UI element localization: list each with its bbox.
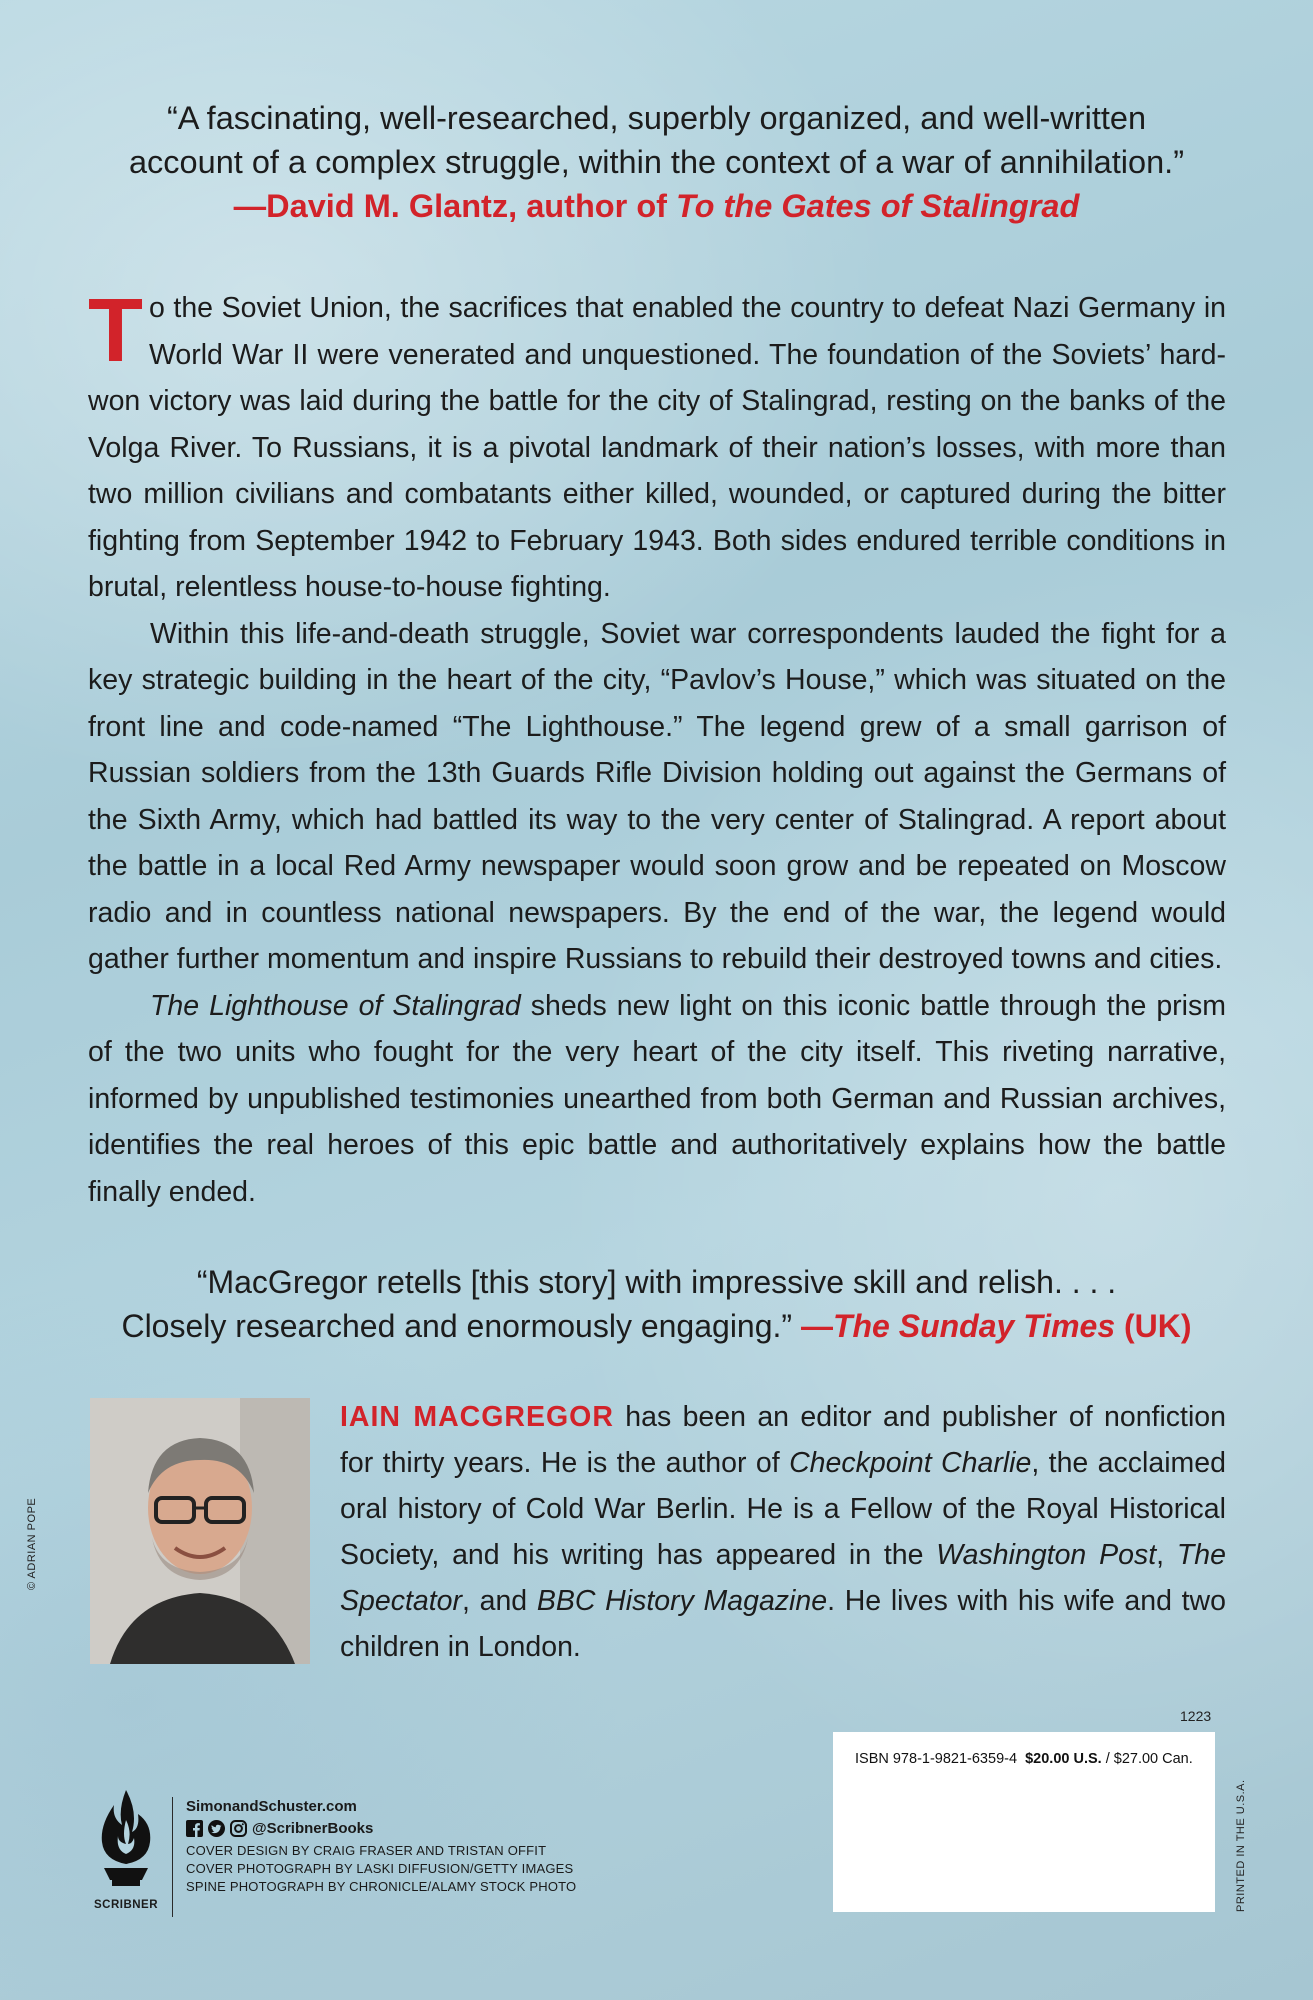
author-name: IAIN MACGREGOR xyxy=(340,1401,614,1433)
price-code: 1223 xyxy=(1180,1708,1212,1724)
mid-quote-source-suffix: (UK) xyxy=(1115,1308,1192,1344)
book-title-inline: The Lighthouse of Stalingrad xyxy=(150,989,521,1022)
bio-publication-2: The Spectator xyxy=(340,1539,1226,1617)
imprint-info xyxy=(186,1797,576,1896)
attribution-book-title: To the Gates of Stalingrad xyxy=(676,188,1080,224)
price-can: / $27.00 Can. xyxy=(1101,1751,1193,1767)
drop-cap: T xyxy=(88,281,143,381)
scribner-logo xyxy=(88,1780,164,1900)
top-quote-line-2: account of a complex struggle, within the context of a war of annihilation.” xyxy=(128,144,1185,180)
bio-part-b: , the acclaimed oral history of Cold War Berlin. He is a Fellow of the Royal Historical Society, and his writing has appeared in the xyxy=(340,1447,1226,1571)
credit-cover-photo: COVER PHOTOGRAPH BY LASKI DIFFUSION/GETTY IMAGES xyxy=(186,1861,574,1876)
scribner-flame-logo-icon xyxy=(88,1780,164,1900)
imprint-divider xyxy=(172,1797,173,1917)
mid-quote-line-1: “MacGregor retells [this story] with impressive skill and relish. . . . xyxy=(196,1264,1117,1300)
description-paragraph-2: Within this life-and-death struggle, Soviet war correspondents lauded the fight for a key strategic building in the heart of the city, “Pavlov’s House,” which was situated on the front line and code-named “The Lighthouse.” The legend grew of a small garrison of Russian soldiers from the 13th Guards Rifle Division holding out against the Germans of the Sixth Army, which had battled its way to the very center of Stalingrad. A report about the battle in a local Red Army newspaper would soon grow and be repeated on Moscow radio and in countless national newspapers. By the end of the war, the legend would gather further momentum and inspire Russians to rebuild their destroyed towns and cities. xyxy=(88,617,1226,975)
bio-sep-2: , and xyxy=(462,1585,537,1617)
facebook-icon[interactable] xyxy=(186,1820,203,1837)
printed-in-usa: PRINTED IN THE U.S.A. xyxy=(1235,1779,1247,1912)
bio-publication-3: BBC History Magazine xyxy=(536,1585,828,1617)
mid-quote-line-2 xyxy=(0,1304,1313,1348)
mid-quote-source-title: The Sunday Times xyxy=(832,1308,1116,1344)
top-quote-attribution xyxy=(0,184,1313,228)
mid-quote-dash: — xyxy=(800,1308,833,1344)
twitter-icon[interactable] xyxy=(208,1820,225,1837)
author-portrait-icon xyxy=(90,1398,310,1664)
bio-sep-1: , xyxy=(1156,1539,1177,1571)
attribution-prefix: —David M. Glantz, author of xyxy=(233,188,677,224)
credit-cover-design: COVER DESIGN BY CRAIG FRASER AND TRISTAN OFFIT xyxy=(186,1843,547,1858)
bio-publication-1: Washington Post xyxy=(936,1539,1157,1571)
social-handle[interactable]: @ScribnerBooks xyxy=(252,1820,374,1837)
mid-quote-text: Closely researched and enormously engaging.” xyxy=(121,1308,801,1344)
mid-endorsement xyxy=(0,1260,1313,1348)
author-bio xyxy=(340,1394,1226,1670)
description-paragraph-1 xyxy=(88,281,1226,611)
instagram-icon[interactable] xyxy=(230,1820,247,1837)
photo-credit: © ADRIAN POPE xyxy=(26,1497,38,1590)
top-quote-line-1: “A fascinating, well-researched, superbly organized, and well-written xyxy=(166,100,1147,136)
top-endorsement xyxy=(0,96,1313,228)
isbn: ISBN 978-1-9821-6359-4 xyxy=(855,1751,1018,1767)
author-photo xyxy=(90,1398,310,1664)
bio-part-a: has been an editor and publisher of nonfiction for thirty years. He is the author of xyxy=(340,1401,1227,1479)
scribner-wordmark: SCRIBNER xyxy=(93,1899,159,1911)
price-us: $20.00 U.S. xyxy=(1025,1751,1102,1767)
paragraph-1-text: o the Soviet Union, the sacrifices that enabled the country to defeat Nazi Germany in World War II were venerated and unquestioned. The foundation of the Soviets’ hard-won victory was laid during the battle for the city of Stalingrad, resting on the banks of the Volga River. To Russians, it is a pivotal landmark of their nation’s losses, with more than two million civilians and combatants either killed, wounded, or captured during the bitter fighting from September 1942 to February 1943. Both sides endured terrible conditions in brutal, relentless house-to-house fighting. xyxy=(88,292,1226,603)
description-paragraph-3 xyxy=(88,983,1226,1216)
bio-part-c: . He lives with his wife and two children in London. xyxy=(340,1585,1226,1663)
publisher-website[interactable]: SimonandSchuster.com xyxy=(186,1798,357,1815)
credit-spine-photo: SPINE PHOTOGRAPH BY CHRONICLE/ALAMY STOCK PHOTO xyxy=(186,1879,577,1894)
social-links xyxy=(186,1819,576,1838)
author-bio-text xyxy=(340,1394,1226,1670)
book-description xyxy=(88,281,1226,1215)
bio-book-title: Checkpoint Charlie xyxy=(789,1447,1032,1479)
paragraph-3-text: sheds new light on this iconic battle through the prism of the two units who fought for the very heart of the city itself. This riveting narrative, informed by unpublished testimonies unearthed from both German and Russian archives, identifies the real heroes of this epic battle and authoritatively explains how the battle finally ended. xyxy=(88,989,1226,1208)
isbn-price-line xyxy=(855,1751,1193,1767)
